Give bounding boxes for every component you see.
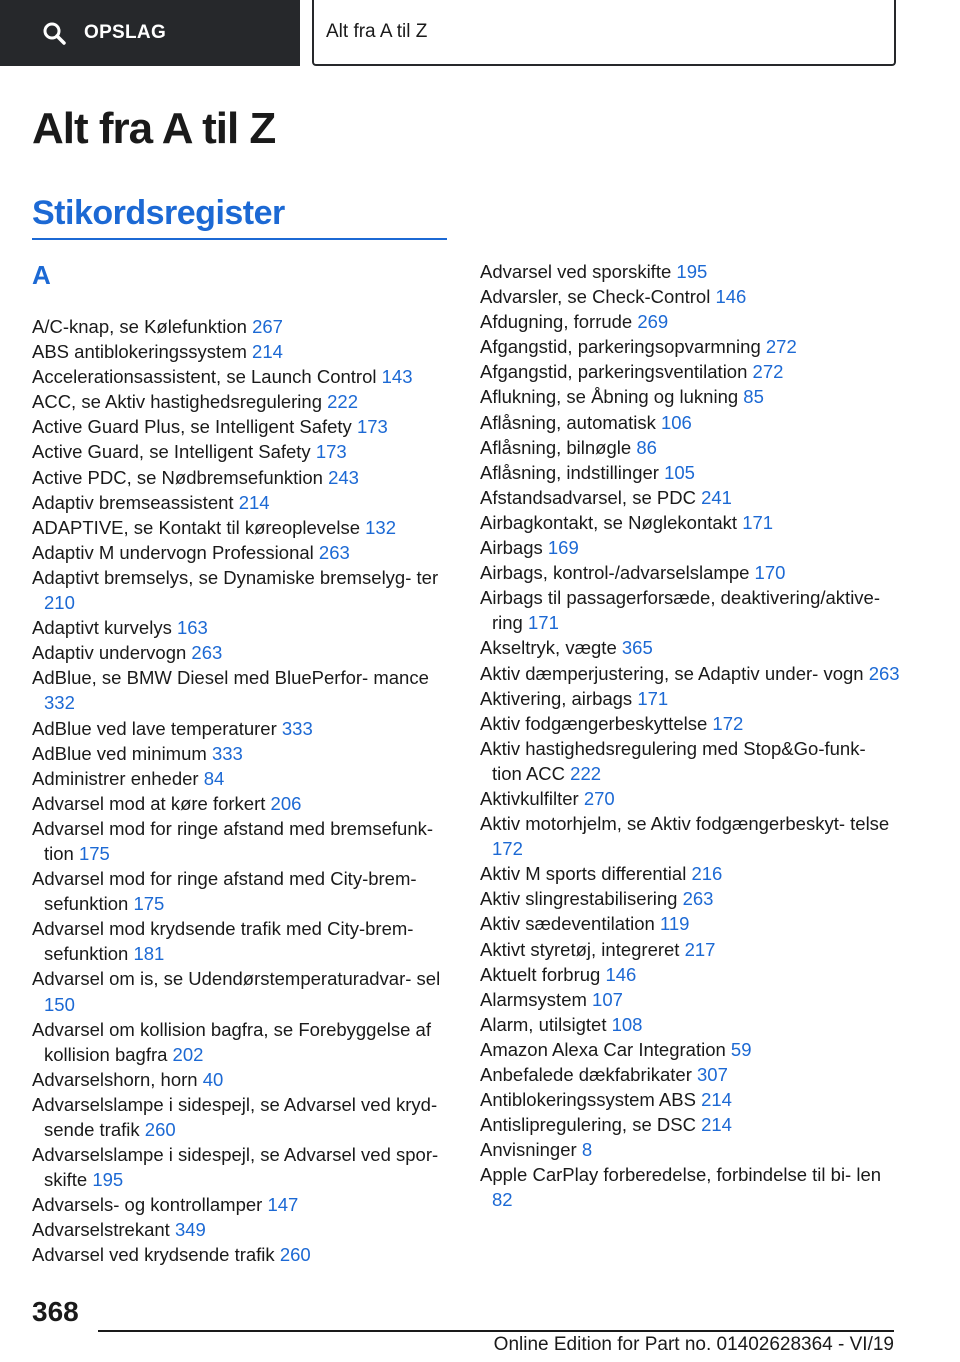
index-page-link[interactable]: 214: [701, 1089, 732, 1111]
index-page-link[interactable]: 202: [172, 1043, 204, 1065]
index-entry-text: ABS antiblokeringssystem: [32, 341, 247, 363]
index-entry-text: Active Guard Plus, se Intelligent Safety: [32, 416, 352, 438]
index-page-link[interactable]: 170: [754, 562, 786, 584]
index-page-link[interactable]: 263: [682, 888, 714, 910]
index-entry: [480, 460, 900, 485]
index-page-link[interactable]: 214: [238, 491, 270, 513]
index-entry-text: Aktivkulfilter: [480, 787, 579, 809]
index-page-link[interactable]: 105: [664, 461, 695, 483]
index-page-link[interactable]: 263: [868, 662, 900, 684]
index-entry-text: Advarselslampe i sidespejl, se Advarsel ved kryd‐ sende trafik: [32, 1093, 438, 1140]
index-entry-text: Afdugning, forrude: [480, 311, 633, 333]
index-entry-text: Aflukning, se Åbning og lukning: [480, 386, 739, 408]
index-page-link[interactable]: 107: [592, 988, 623, 1010]
index-entry-text: Aktivering, airbags: [480, 687, 633, 709]
index-entry: [32, 615, 452, 640]
index-page-link[interactable]: 195: [676, 261, 708, 282]
index-entry-text: Advarselshorn, horn: [32, 1068, 198, 1090]
index-entry-text: Aktiv fodgængerbeskyttelse: [480, 712, 708, 734]
index-entry-text: Aflåsning, indstillinger: [480, 461, 659, 483]
index-page-link[interactable]: 173: [356, 416, 388, 438]
index-page-link[interactable]: 40: [202, 1068, 224, 1090]
index-entry: [480, 585, 900, 635]
index-entry: [32, 364, 452, 389]
index-entry-text: AdBlue ved minimum: [32, 742, 207, 764]
index-entry: [480, 736, 900, 786]
index-column-left: [32, 314, 452, 1268]
index-letter-heading: A: [32, 260, 51, 290]
index-page-link[interactable]: 171: [528, 612, 559, 634]
index-entry-text: Apple CarPlay forberedelse, forbindelse til bi‐ len: [480, 1164, 882, 1186]
index-entry: [32, 1217, 452, 1242]
index-entry: [480, 334, 900, 359]
index-page-link[interactable]: 210: [44, 592, 75, 614]
index-page-link[interactable]: 269: [637, 311, 669, 333]
index-entry-text: Advarsel mod at køre forkert: [32, 792, 266, 814]
index-entry: [32, 439, 452, 464]
index-page-link[interactable]: 150: [44, 993, 75, 1015]
index-entry-text: Active Guard, se Intelligent Safety: [32, 441, 311, 463]
index-page-link[interactable]: 333: [281, 717, 313, 739]
index-entry-text: Advarselstrekant: [32, 1219, 170, 1241]
index-page-link[interactable]: 108: [611, 1013, 643, 1035]
index-entry-text: Alarm, utilsigtet: [480, 1013, 607, 1035]
chapter-tab[interactable]: Alt fra A til Z: [312, 0, 896, 66]
index-entry: [32, 515, 452, 540]
index-entry-text: Afgangstid, parkeringsventilation: [480, 361, 748, 383]
index-page-link[interactable]: 146: [605, 963, 637, 985]
index-entry-text: Anvisninger: [480, 1139, 577, 1161]
index-entry: [480, 711, 900, 736]
index-entry-text: Aktiv M sports differential: [480, 863, 687, 885]
search-tab[interactable]: [0, 0, 300, 66]
index-page-link[interactable]: 146: [715, 286, 747, 308]
index-page-link[interactable]: 172: [492, 838, 523, 860]
edition-note: Online Edition for Part no. 01402628364 - VI/19: [493, 1334, 894, 1355]
index-entry-text: Advarsel ved sporskifte: [480, 261, 672, 282]
index-entry: [32, 716, 452, 741]
index-entry: [32, 414, 452, 439]
index-entry: [480, 384, 900, 409]
index-page-link[interactable]: 214: [701, 1114, 732, 1136]
index-entry-text: ADAPTIVE, se Kontakt til køreoplevelse: [32, 516, 360, 538]
index-entry-text: Adaptivt bremselys, se Dynamiske bremselyg‐ ter: [32, 566, 439, 588]
index-entry-text: Antislipregulering, se DSC: [480, 1114, 696, 1136]
index-page-link[interactable]: 222: [327, 391, 358, 413]
index-entry-text: Anbefalede dækfabrikater: [480, 1064, 692, 1085]
index-page-link[interactable]: 143: [381, 366, 413, 388]
index-entry-text: Airbags: [480, 537, 543, 559]
index-entry: [480, 1162, 900, 1212]
index-entry-text: Aktuelt forbrug: [480, 963, 601, 985]
index-entry-text: Aflåsning, bilnøgle: [480, 436, 632, 458]
index-page-link[interactable]: 263: [318, 541, 350, 563]
index-entry: [32, 966, 452, 1016]
index-page-link[interactable]: 84: [203, 767, 225, 789]
index-page-link[interactable]: 206: [270, 792, 302, 814]
index-page-link[interactable]: 260: [279, 1244, 311, 1266]
index-page-link[interactable]: 8: [581, 1139, 593, 1161]
section-title: Stikordsregister: [32, 194, 285, 232]
index-entry-text: Afgangstid, parkeringsopvarmning: [480, 336, 761, 358]
index-page-link[interactable]: 214: [252, 341, 283, 363]
index-entry-text: Administrer enheder: [32, 767, 199, 789]
index-entry-text: Aktiv sædeventilation: [480, 913, 655, 935]
index-entry: [480, 811, 900, 861]
index-page-link[interactable]: 163: [176, 617, 208, 639]
index-entry: [32, 314, 452, 339]
index-entry-text: Airbagkontakt, se Nøglekontakt: [480, 511, 738, 533]
index-entry-text: A/C-knap, se Kølefunktion: [32, 316, 247, 337]
index-entry-text: Aktiv slingrestabilisering: [480, 888, 678, 910]
index-entry: [32, 741, 452, 766]
index-page-link[interactable]: 169: [547, 537, 579, 559]
index-entry: [480, 1112, 900, 1137]
index-entry: [32, 389, 452, 414]
index-column-right: [480, 259, 900, 1213]
index-entry-text: Amazon Alexa Car Integration: [480, 1038, 726, 1060]
index-entry-text: Antiblokeringssystem ABS: [480, 1089, 696, 1111]
index-entry: [480, 635, 900, 660]
index-entry-text: Advarsel mod for ringe afstand med City-brem‐ sefunktion: [32, 868, 417, 915]
index-page-link[interactable]: 119: [659, 913, 690, 935]
index-page-link[interactable]: 272: [752, 361, 784, 383]
section-divider: [32, 238, 447, 240]
index-entry: [480, 510, 900, 535]
index-entry-text: Aktiv motorhjelm, se Aktiv fodgængerbeskyt‐ telse: [480, 813, 890, 835]
index-page-link[interactable]: 307: [697, 1064, 728, 1085]
index-entry: [480, 1062, 900, 1087]
index-entry-text: Advarsel mod krydsende trafik med City-brem‐ sefunktion: [32, 918, 414, 965]
index-entry: [480, 661, 900, 686]
page-number: 368: [32, 1296, 79, 1327]
index-page-link[interactable]: 243: [328, 466, 359, 488]
index-entry: [32, 465, 452, 490]
index-page-link[interactable]: 216: [691, 863, 723, 885]
index-entry-text: Akseltryk, vægte: [480, 637, 617, 659]
index-entry: [32, 791, 452, 816]
index-entry: [480, 786, 900, 811]
index-entry-text: Adaptiv undervogn: [32, 642, 187, 664]
index-entry: [32, 1242, 452, 1267]
index-page-link[interactable]: 175: [78, 842, 110, 864]
index-entry-text: AdBlue ved lave temperaturer: [32, 717, 277, 739]
index-entry-text: Advarsel om is, se Udendørstemperaturadvar‐ sel: [32, 968, 441, 990]
index-entry-text: Advarsel mod for ringe afstand med bremsefunk‐ tion: [32, 817, 434, 864]
index-entry-text: Aktiv dæmperjustering, se Adaptiv under‐ vogn: [480, 662, 864, 684]
index-page-link[interactable]: 59: [730, 1038, 752, 1060]
index-entry: [32, 339, 452, 364]
index-page-link[interactable]: 241: [701, 486, 732, 508]
index-entry: [32, 866, 452, 916]
index-entry-text: Alarmsystem: [480, 988, 587, 1010]
index-entry-text: Adaptivt kurvelys: [32, 617, 172, 639]
index-entry-text: Adaptiv M undervogn Professional: [32, 541, 314, 563]
index-page-link[interactable]: 173: [315, 441, 347, 463]
index-entry: [480, 886, 900, 911]
index-page-link[interactable]: 82: [492, 1189, 513, 1211]
index-page-link[interactable]: 86: [636, 436, 657, 458]
index-page-link[interactable]: 267: [252, 316, 283, 337]
index-entry: [480, 686, 900, 711]
page-title: Alt fra A til Z: [32, 104, 276, 153]
footer-divider: [98, 1330, 894, 1332]
index-entry: [480, 560, 900, 585]
index-entry-text: Accelerationsassistent, se Launch Control: [32, 366, 377, 388]
index-entry-text: Advarsel ved krydsende trafik: [32, 1244, 275, 1266]
index-page-link[interactable]: 132: [365, 516, 397, 538]
index-page-link[interactable]: 181: [133, 943, 165, 965]
search-tab-label: OPSLAG: [84, 22, 167, 43]
search-icon: [42, 21, 66, 45]
index-entry: [32, 1192, 452, 1217]
index-entry: [32, 1092, 452, 1142]
index-entry-text: Active PDC, se Nødbremsefunktion: [32, 466, 323, 488]
index-entry: [480, 962, 900, 987]
index-entry: [32, 640, 452, 665]
index-page-link[interactable]: 171: [637, 687, 669, 709]
index-entry-text: ACC, se Aktiv hastighedsregulering: [32, 391, 322, 413]
index-page-link[interactable]: 175: [133, 893, 165, 915]
index-entry: [480, 1087, 900, 1112]
index-entry: [480, 259, 900, 284]
index-page-link[interactable]: 217: [684, 938, 716, 960]
index-entry: [32, 490, 452, 515]
index-entry: [480, 410, 900, 435]
index-page-link[interactable]: 365: [621, 637, 653, 659]
index-entry: [32, 1067, 452, 1092]
index-entry: [480, 911, 900, 936]
index-entry-text: Advarsel om kollision bagfra, se Forebyggelse af kollision bagfra: [32, 1018, 431, 1065]
index-page-link[interactable]: 332: [44, 692, 75, 714]
index-page-link[interactable]: 349: [174, 1219, 206, 1241]
index-entry-text: Adaptiv bremseassistent: [32, 491, 234, 513]
index-entry: [32, 540, 452, 565]
index-page-link[interactable]: 172: [712, 712, 744, 734]
index-page-link[interactable]: 106: [660, 411, 692, 433]
index-page-link[interactable]: 263: [191, 642, 223, 664]
index-entry-text: Airbags, kontrol-/advarselslampe: [480, 562, 750, 584]
index-entry: [32, 565, 452, 615]
index-entry: [480, 937, 900, 962]
index-entry: [480, 485, 900, 510]
index-page-link[interactable]: 270: [583, 787, 615, 809]
index-entry-text: Aktivt styretøj, integreret: [480, 938, 680, 960]
index-entry: [32, 816, 452, 866]
index-entry-text: Aktiv hastighedsregulering med Stop&Go-funk‐ tion ACC: [480, 737, 866, 784]
index-page-link[interactable]: 171: [742, 511, 774, 533]
page-header: [0, 0, 960, 66]
index-entry: [32, 665, 452, 715]
index-entry: [480, 359, 900, 384]
index-entry: [32, 1142, 452, 1192]
index-entry: [480, 1037, 900, 1062]
index-entry-text: Airbags til passagerforsæde, deaktivering/aktive‐ ring: [480, 587, 880, 634]
index-entry-text: Advarsler, se Check-Control: [480, 286, 711, 308]
index-page-link[interactable]: 260: [144, 1119, 176, 1140]
index-entry-text: Advarsels- og kontrollamper: [32, 1194, 263, 1216]
index-entry-text: Advarselslampe i sidespejl, se Advarsel ved spor‐ skifte: [32, 1144, 439, 1191]
index-entry: [32, 1017, 452, 1067]
index-entry: [32, 916, 452, 966]
index-entry-text: Aflåsning, automatisk: [480, 411, 656, 433]
index-entry: [480, 435, 900, 460]
index-entry: [480, 1137, 900, 1162]
index-page-link[interactable]: 85: [743, 386, 764, 408]
index-page-link[interactable]: 333: [211, 742, 243, 764]
index-entry: [32, 766, 452, 791]
index-entry: [480, 1012, 900, 1037]
index-entry-text: Afstandsadvarsel, se PDC: [480, 486, 696, 508]
index-entry-text: AdBlue, se BMW Diesel med BluePerfor‐ mance: [32, 667, 429, 689]
index-page-link[interactable]: 272: [765, 336, 797, 358]
index-page-link[interactable]: 222: [570, 762, 602, 784]
index-page-link[interactable]: 195: [92, 1169, 124, 1191]
index-page-link[interactable]: 147: [267, 1194, 299, 1216]
index-entry: [480, 987, 900, 1012]
index-entry: [480, 861, 900, 886]
index-entry: [480, 309, 900, 334]
index-entry: [480, 284, 900, 309]
index-entry: [480, 535, 900, 560]
